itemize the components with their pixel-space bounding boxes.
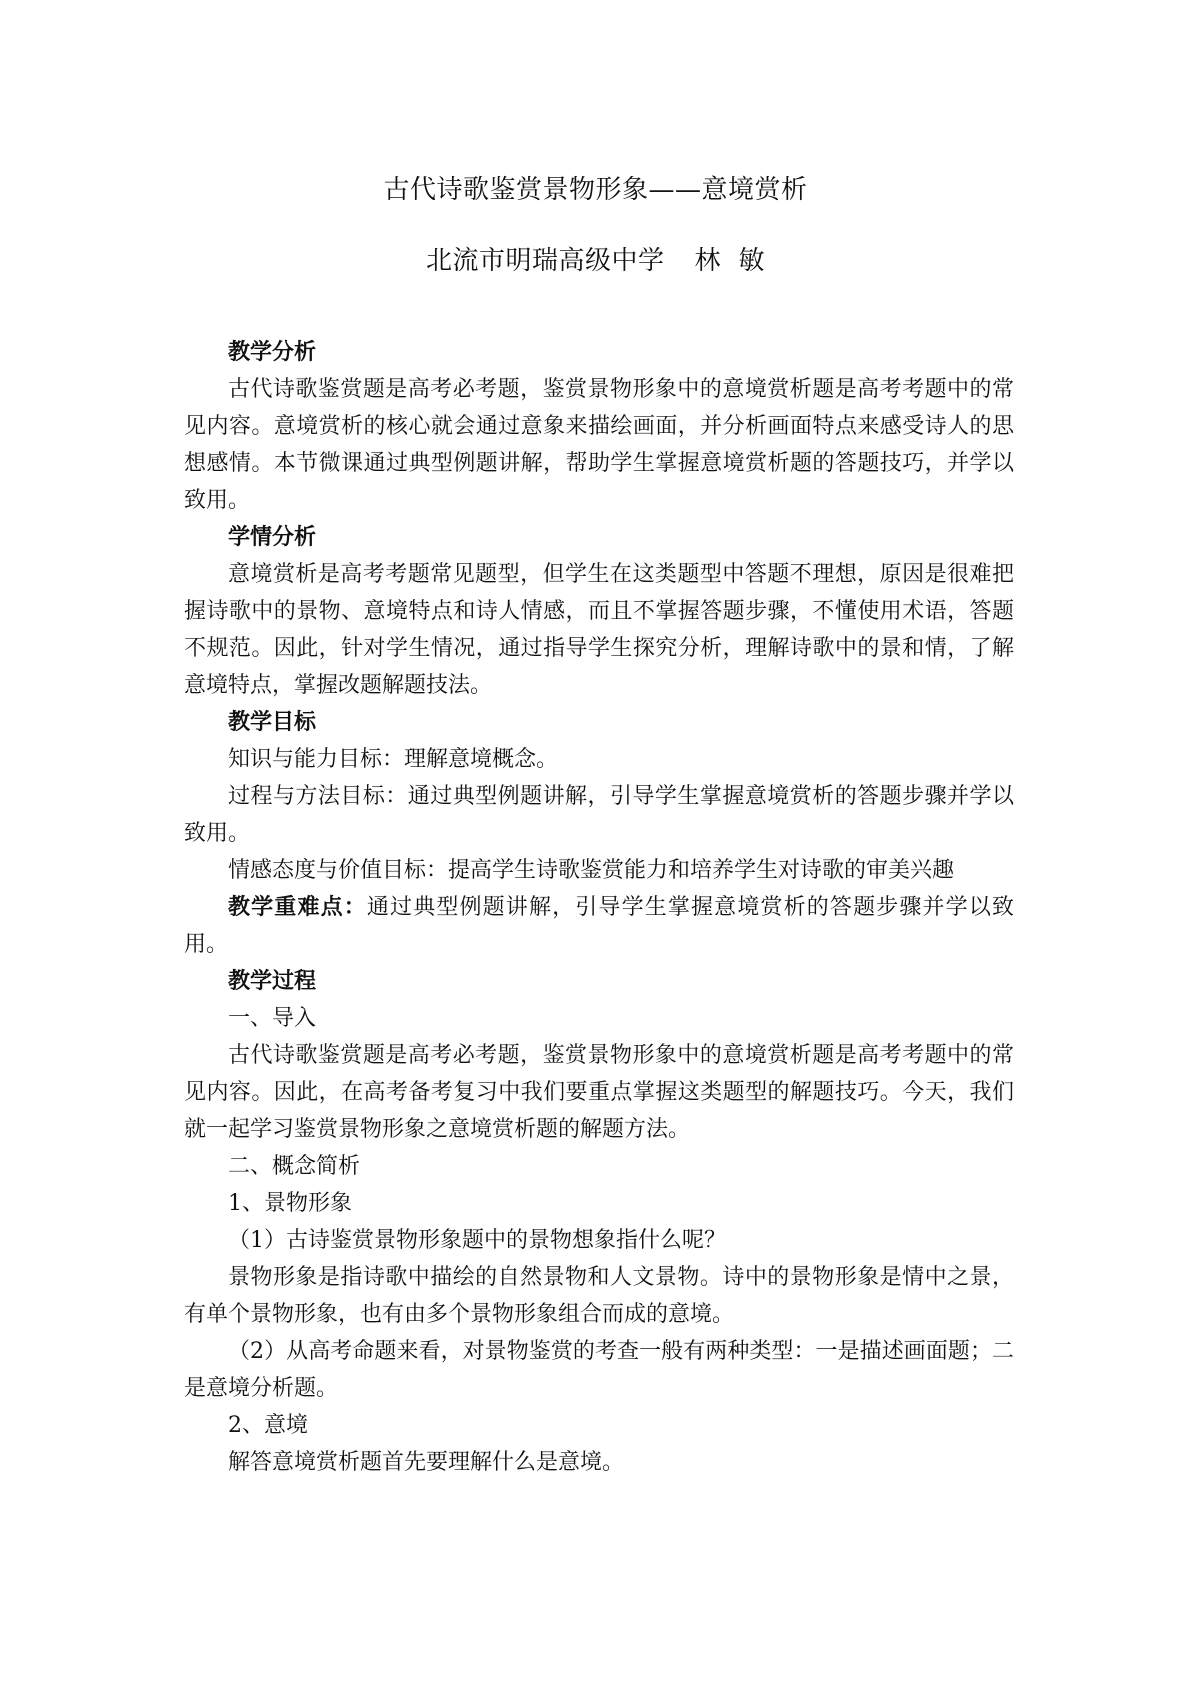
paragraph-intro: 古代诗歌鉴赏题是高考必考题，鉴赏景物形象中的意境赏析题是高考考题中的常见内容。因此，在高考备考复习中我们要重点掌握这类题型的解题技巧。今天，我们就一起学习鉴赏景物形象之意境赏析题的解题方法。 [184, 1043, 1014, 1142]
subheading-concept: 二、概念简析 [228, 1154, 361, 1179]
school-name: 北流市明瑞高级中学 [425, 246, 665, 276]
subheading-scenery-image: 1、景物形象 [228, 1191, 352, 1216]
key-points-text: 通过典型例题讲解，引导学生掌握意境赏析的答题步骤并学以致用。 [184, 895, 1014, 957]
paragraph-goal-process: 过程与方法目标：通过典型例题讲解，引导学生掌握意境赏析的答题步骤并学以致用。 [184, 784, 1014, 846]
title-text: 古代诗歌鉴赏景物形象——意境赏析 [383, 175, 808, 205]
section-heading-student-analysis: 学情分析 [228, 525, 317, 550]
document-body [184, 334, 1014, 1481]
paragraph-goal-knowledge: 知识与能力目标：理解意境概念。 [228, 747, 559, 772]
author-name: 林 敏 [694, 246, 766, 276]
subheading-intro: 一、导入 [228, 1006, 317, 1031]
author-line [0, 243, 1191, 279]
section-heading-teaching-process: 教学过程 [228, 969, 317, 994]
paragraph-key-points [184, 889, 1014, 963]
paragraph-answer-1: 景物形象是指诗歌中描绘的自然景物和人文景物。诗中的景物形象是情中之景，有单个景物形象，也有由多个景物形象组合而成的意境。 [184, 1265, 1014, 1327]
paragraph-goal-emotion: 情感态度与价值目标：提高学生诗歌鉴赏能力和培养学生对诗歌的审美兴趣 [228, 858, 955, 883]
section-heading-teaching-analysis: 教学分析 [228, 340, 317, 365]
section-heading-teaching-goals: 教学目标 [228, 710, 317, 735]
paragraph-question-2: （2）从高考命题来看，对景物鉴赏的考查一般有两种类型：一是描述画面题；二是意境分析题。 [184, 1339, 1014, 1401]
paragraph-artistic-conception: 解答意境赏析题首先要理解什么是意境。 [228, 1450, 625, 1475]
subheading-artistic-conception: 2、意境 [228, 1413, 308, 1438]
paragraph-student-analysis: 意境赏析是高考考题常见题型，但学生在这类题型中答题不理想，原因是很难把握诗歌中的景物、意境特点和诗人情感，而且不掌握答题步骤，不懂使用术语，答题不规范。因此，针对学生情况，通过指导学生探究分析，理解诗歌中的景和情，了解意境特点，掌握改题解题技法。 [184, 562, 1014, 698]
document-title [0, 172, 1191, 208]
paragraph-teaching-analysis: 古代诗歌鉴赏题是高考必考题，鉴赏景物形象中的意境赏析题是高考考题中的常见内容。意境赏析的核心就会通过意象来描绘画面，并分析画面特点来感受诗人的思想感情。本节微课通过典型例题讲解，帮助学生掌握意境赏析题的答题技巧，并学以致用。 [184, 377, 1014, 513]
paragraph-question-1: （1）古诗鉴赏景物形象题中的景物想象指什么呢？ [228, 1228, 726, 1253]
key-points-heading: 教学重难点： [228, 895, 367, 920]
